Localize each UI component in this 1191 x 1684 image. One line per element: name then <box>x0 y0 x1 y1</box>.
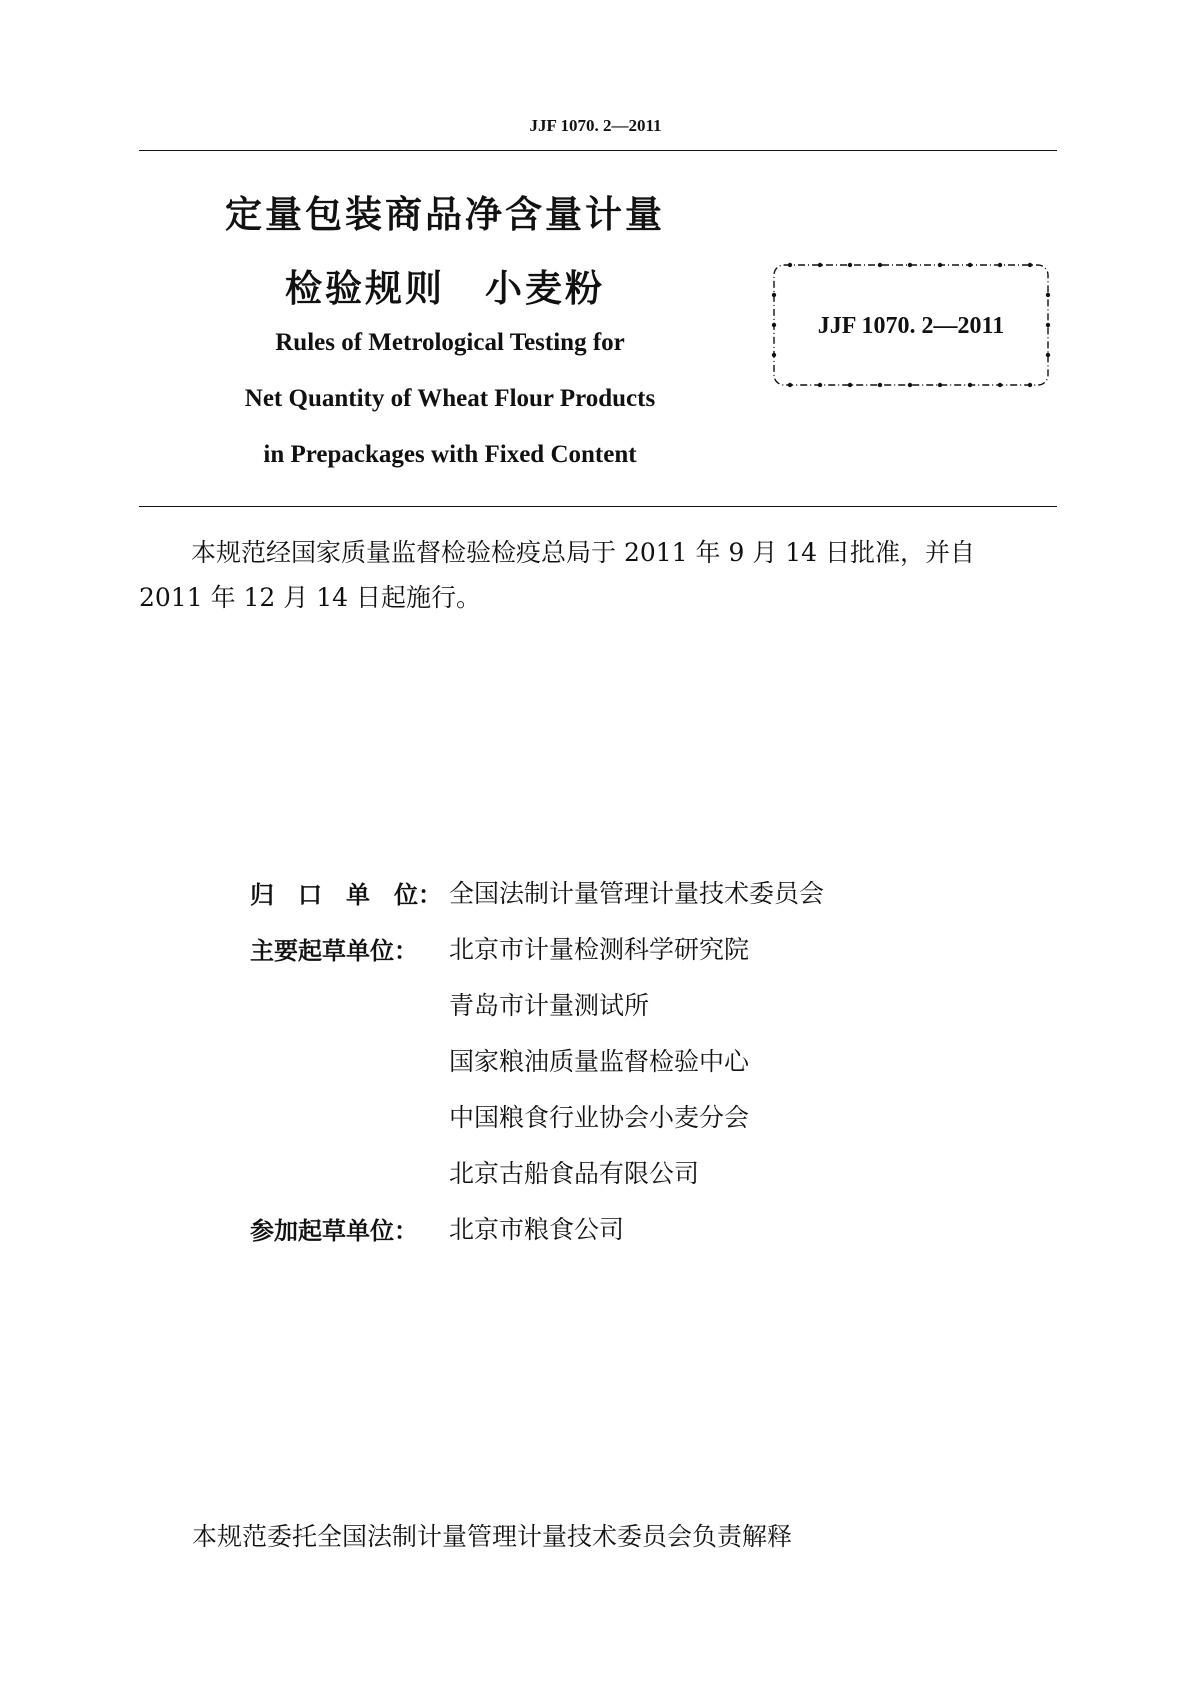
header-standard-code: JJF 1070. 2—2011 <box>529 116 662 135</box>
badge-standard-code: JJF 1070. 2—2011 <box>817 313 1005 339</box>
main-drafting-unit-3: 国家粮油质量监督检验中心 <box>449 1047 750 1076</box>
approval-line2: 2011 年 12 月 14 日起施行。 <box>139 583 481 612</box>
standard-code-badge <box>770 261 1052 389</box>
title-cn-line2: 检验规则 小麦粉 <box>285 267 605 310</box>
approval-line1: 本规范经国家质量监督检验检疫总局于 2011 年 9 月 14 日批准，并自 <box>191 538 976 567</box>
main-drafting-unit-4: 中国粮食行业协会小麦分会 <box>449 1103 750 1132</box>
responsible-unit-label: 归 口 单 位： <box>250 881 442 909</box>
interpretation-note: 本规范委托全国法制计量管理计量技术委员会负责解释 <box>192 1522 793 1551</box>
approval-paragraph <box>139 530 1059 620</box>
title-en-line3: in Prepackages with Fixed Content <box>263 441 637 468</box>
participating-drafting-label: 参加起草单位： <box>250 1217 418 1245</box>
main-drafting-unit-5: 北京古船食品有限公司 <box>449 1159 700 1188</box>
main-drafting-unit-2: 青岛市计量测试所 <box>449 991 650 1020</box>
title-en-line2: Net Quantity of Wheat Flour Products <box>244 385 656 412</box>
middle-rule <box>139 506 1057 507</box>
participating-drafting-unit: 北京市粮食公司 <box>449 1215 625 1244</box>
main-drafting-label: 主要起草单位： <box>250 937 418 965</box>
responsible-unit-value: 全国法制计量管理计量技术委员会 <box>449 879 825 908</box>
title-en-line1: Rules of Metrological Testing for <box>275 329 625 356</box>
top-rule <box>139 150 1057 151</box>
main-drafting-unit-1: 北京市计量检测科学研究院 <box>449 935 750 964</box>
title-cn-line1: 定量包装商品净含量计量 <box>225 193 665 236</box>
